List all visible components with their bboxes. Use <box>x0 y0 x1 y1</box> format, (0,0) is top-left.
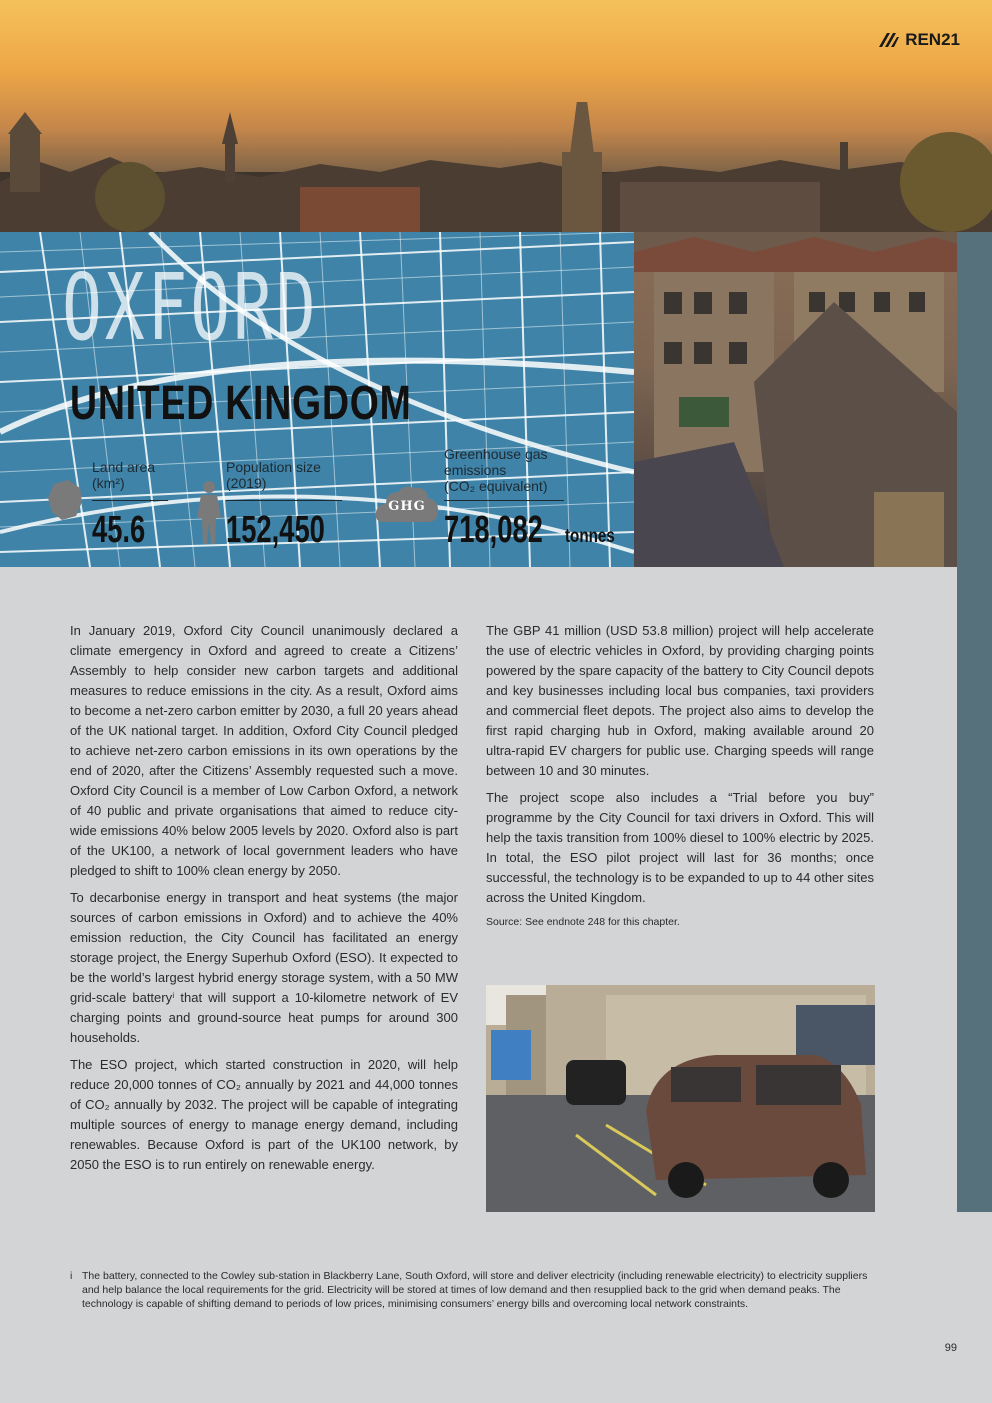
ghg-value: 718,082 <box>444 509 543 551</box>
person-icon <box>194 480 224 546</box>
ren21-logo <box>877 30 960 50</box>
body-paragraph: The GBP 41 million (USD 53.8 million) project will help accelerate the use of electric vehicles in Oxford, by providing charging points powered by the spare capacity of the battery to City Council depots and key businesses including local bus companies, taxi providers and commercial fleet depots. The project also aims to develop the first rapid charging hub in Oxford, making available around 20 ultra-rapid EV chargers for public use. Charging speeds will range between 10 and 30 minutes. <box>486 623 874 778</box>
oxford-taxi-photo <box>486 985 875 1212</box>
skyline-silhouette <box>0 102 992 232</box>
population-divider <box>226 500 342 501</box>
footnote-mark: i <box>70 1270 73 1282</box>
ghg-cloud-icon: GHG <box>374 482 440 526</box>
country-title: UNITED KINGDOM <box>70 377 412 430</box>
land-area-divider <box>92 500 168 501</box>
source-note: Source: See endnote 248 for this chapter. <box>486 916 680 928</box>
oxford-college-photo <box>634 232 957 567</box>
body-right-column <box>486 621 874 929</box>
body-paragraph: The ESO project, which started construction in 2020, will help reduce 20,000 tonnes of CO₂ annually by 2021 and 44,000 tonnes of CO₂ annually by 2032. The project will be capable of integrating multiple sources of energy to manage energy demand, including renewables. Because Oxford is part of the UK100 network, by 2050 the ESO is to run entirely on renewable energy. <box>70 1057 458 1172</box>
body-paragraph: The project scope also includes a “Trial before you buy” programme by the City Council for taxi drivers in Oxford. This will help the taxis transition from 100% diesel to 100% electric by 2025. In total, the ESO pilot project will last for 36 months; once successful, the technology is to be expanded to up to 44 other sites across the United Kingdom. <box>486 790 874 905</box>
population-value: 152,450 <box>226 509 325 551</box>
body-paragraph: In January 2019, Oxford City Council unanimously declared a climate emergency in Oxford and agreed to create a Citizens’ Assembly to help consider new carbon targets and additional measures to reduce emissions in the city. As a result, Oxford aims to become a net-zero carbon emitter by 2030, a full 20 years ahead of the UK national target. In addition, Oxford City Council pledged to achieve net-zero carbon emissions in its own operations by the end of 2020, after the Citizens’ Assembly requested such a move. Oxford City Council is a member of Low Carbon Oxford, a network of 40 public and private organisations that aimed to reduce city-wide emissions 40% below 2005 levels by 2020. Oxford also is part of the UK100, a network of local government leaders who have pledged to shift to 100% clean energy by 2050. <box>70 623 458 878</box>
ghg-divider <box>444 500 564 501</box>
ren21-logo-icon <box>877 31 899 49</box>
city-title: OXFORD <box>62 254 319 361</box>
hero-skyline-photo <box>0 0 992 232</box>
land-area-value: 45.6 <box>92 509 146 551</box>
population-label: Population size (2019) <box>226 459 321 491</box>
footnote <box>70 1269 880 1311</box>
body-paragraph: To decarbonise energy in transport and heat systems (the major sources of carbon emissions in Oxford) and to achieve the 40% emission reduction, the City Council has facilitated an energy storage project, the Energy Superhub Oxford (ESO). It expected to be the world’s largest hybrid energy storage system, with a 50 MW grid-scale batteryⁱ that will support a 10-kilometre network of EV charging points and ground-source heat pumps for around 300 households. <box>70 890 458 1045</box>
page-number: 99 <box>944 1342 957 1354</box>
body-left-column <box>70 621 458 1182</box>
side-accent-bar <box>957 232 992 1212</box>
ghg-unit: tonnes <box>565 526 615 547</box>
land-area-label: Land area (km²) <box>92 459 156 491</box>
land-area-icon <box>46 478 84 522</box>
ghg-label: Greenhouse gas emissions (CO₂ equivalent) <box>444 446 548 494</box>
footnote-text: The battery, connected to the Cowley sub-station in Blackberry Lane, South Oxford, will store and deliver electricity (including renewable electricity) to electricity suppliers and help balance the local requirements for the grid. Electricity will be stored at times of low demand and then resupplied back to the grid when demand peaks. The technology is capable of shifting demand to periods of low prices, minimising consumers’ energy bills and overcoming local network constraints. <box>82 1270 868 1310</box>
logo-text: REN21 <box>905 30 960 49</box>
